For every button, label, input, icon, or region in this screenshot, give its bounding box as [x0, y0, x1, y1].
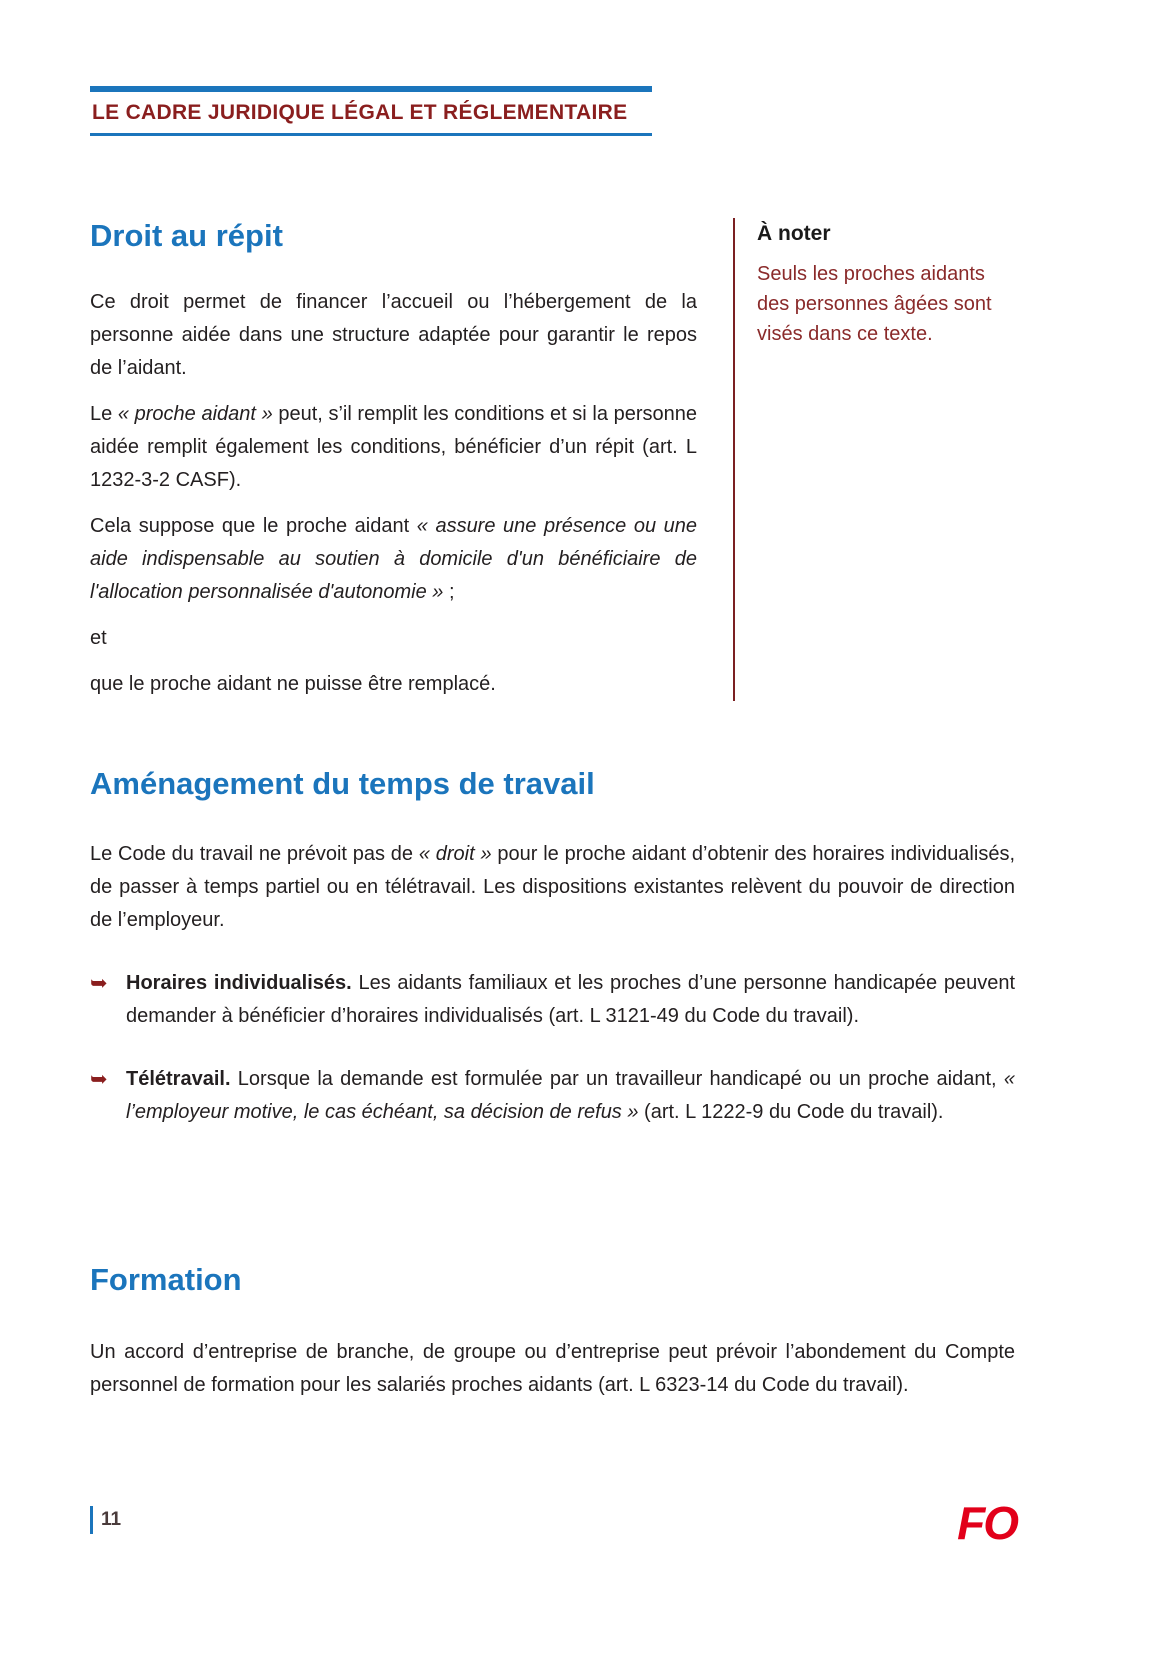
bullet-lead-bold: Horaires individualisés.: [126, 971, 352, 994]
note-title: À noter: [757, 222, 831, 245]
section-droit-au-repit: [90, 218, 1015, 701]
paragraph-run: (art. L 1222-9 du Code du travail).: [638, 1100, 944, 1123]
paragraph: [90, 510, 697, 609]
page-header: [90, 86, 652, 136]
note-body: Seuls les proches aidants des personnes âgées sont visés dans ce texte.: [757, 263, 992, 345]
paragraph-run: Le Code du travail ne prévoit pas de: [90, 842, 419, 865]
section-droit-text-column: [90, 218, 697, 701]
paragraph: [90, 398, 697, 497]
header-rule-bottom: [90, 133, 652, 136]
note-panel: [733, 218, 1015, 701]
paragraph: Un accord d’entreprise de branche, de groupe ou d’entreprise peut prévoir l’abondement du Compte personnel de formation pour les salariés proches aidants (art. L 6323-14 du Code du travail).: [90, 1340, 1015, 1396]
section-formation: [90, 1262, 1015, 1402]
paragraph: et: [90, 626, 107, 649]
paragraph-run-italic: « l’employeur motive, le cas échéant, sa décision de refus »: [126, 1067, 1015, 1123]
bullet-item: [90, 1063, 1015, 1129]
section-title-formation: Formation: [90, 1262, 242, 1297]
paragraph-run: pour le proche aidant d’obtenir des horaires individualisés, de passer à temps partiel ou en télétravail. Les dispositions existantes relèvent du pouvoir de direction de l’employeur.: [90, 842, 1016, 931]
paragraph-run-italic: « assure une présence ou une aide indispensable au soutien à domicile d'un bénéficiaire de l'allocation personnalisée d'autonomie »: [90, 514, 698, 603]
paragraph: que le proche aidant ne puisse être remplacé.: [90, 672, 496, 695]
section-amenagement: [90, 766, 1015, 1129]
bullet-text: [126, 1063, 1015, 1129]
section-title-droit-au-repit: Droit au répit: [90, 218, 283, 253]
bullet-lead-bold: Télétravail.: [126, 1067, 231, 1090]
paragraph-run: Cela suppose que le proche aidant: [90, 514, 417, 537]
paragraph-run: ;: [443, 580, 455, 603]
paragraph-run: Lorsque la demande est formulée par un travailleur handicapé ou un proche aidant,: [230, 1067, 1004, 1090]
paragraph: [90, 838, 1015, 937]
page-number: 11: [90, 1506, 121, 1534]
arrow-bullet-icon: ➥: [90, 971, 108, 995]
paragraph-run-italic: « droit »: [418, 842, 492, 865]
paragraph: Ce droit permet de financer l’accueil ou l’hébergement de la personne aidée dans une structure adaptée pour garantir le repos de l’aidant.: [90, 290, 697, 379]
page-header-title: LE CADRE JURIDIQUE LÉGAL ET RÉGLEMENTAIRE: [92, 101, 628, 124]
paragraph-run-italic: « proche aidant »: [117, 402, 273, 425]
paragraph-run: Les aidants familiaux et les proches d’une personne handicapée peuvent demander à bénéficier d’horaires individualisés (art. L 3121-49 du Code du travail).: [126, 971, 1016, 1027]
bullet-text: [126, 967, 1015, 1033]
paragraph-run: peut, s’il remplit les conditions et si la personne aidée remplit également les conditions, bénéficier d’un répit (art. L 1232-3-2 CASF).: [90, 402, 697, 491]
bullet-item: [90, 967, 1015, 1033]
section-title-amenagement: Aménagement du temps de travail: [90, 766, 595, 801]
arrow-bullet-icon: ➥: [90, 1067, 108, 1091]
fo-logo: FO: [957, 1497, 1017, 1549]
paragraph-run: Le: [90, 402, 118, 425]
